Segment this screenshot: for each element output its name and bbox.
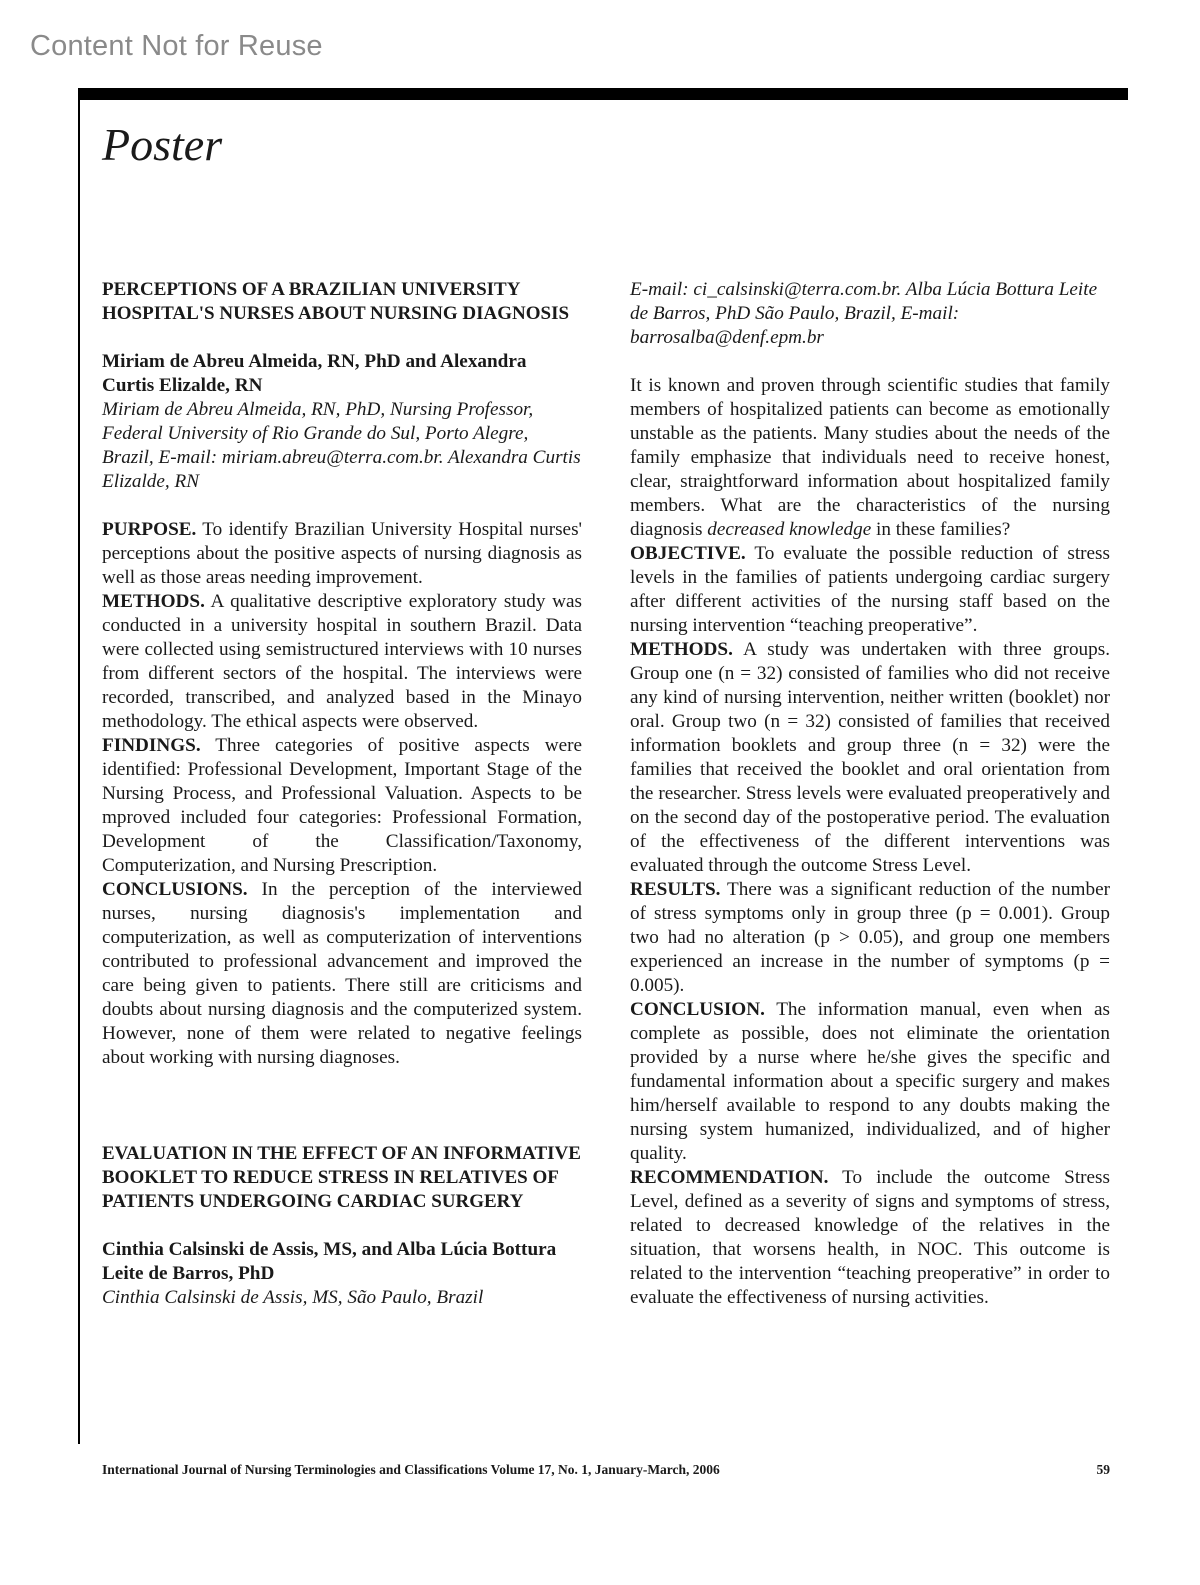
methods-label: METHODS.: [102, 591, 205, 612]
article1-findings: [102, 734, 582, 878]
article1-title: PERCEPTIONS OF A BRAZILIAN UNIVERSITY HOSPITAL'S NURSES ABOUT NURSING DIAGNOSIS: [102, 279, 570, 324]
article2-affiliation: Cinthia Calsinski de Assis, MS, São Paulo, Brazil: [102, 1287, 484, 1308]
page-number: 59: [1096, 1462, 1110, 1477]
watermark: Content Not for Reuse: [30, 30, 323, 62]
intro-text: It is known and proven through scientific studies that family members of hospitalized patients can become as emotionally unstable as the patients. Many studies about the needs of the family emphasize that individuals need to receive honest, clear, straightforward information about hospitalized family members. What are the characteristics of the nursing diagnosis: [630, 375, 1110, 540]
article2-affiliation-continued: E-mail: ci_calsinski@terra.com.br. Alba Lúcia Bottura Leite de Barros, PhD São Paulo, Brazil, E-mail: barrosalba@denf.epm.br: [630, 279, 1098, 348]
conclusions-label: CONCLUSIONS.: [102, 879, 248, 900]
conclusion-text: The information manual, even when as complete as possible, does not eliminate the orientation provided by a nurse where he/she gives the specific and fundamental information about a specific surgery and makes him/herself available to respond to any doubts making the nursing system humanized, individualized, and of higher quality.: [630, 999, 1110, 1164]
results-text: There was a significant reduction of the number of stress symptoms only in group three (p = 0.001). Group two had no alteration (p > 0.05), and group one members experienced an increase in the number of symptoms (p = 0.005).: [630, 879, 1110, 996]
top-rule: [78, 88, 1128, 100]
journal-citation: International Journal of Nursing Terminologies and Classifications Volume 17, No. 1, January-March, 2006: [102, 1462, 720, 1477]
methods-label: METHODS.: [630, 639, 733, 660]
page-footer: [102, 1462, 1110, 1478]
recommendation-text: To include the outcome Stress Level, defined as a severity of signs and symptoms of stress, related to decreased knowledge of the relatives in the situation, that worsens health, in NOC. This outcome is related to the intervention “teaching preoperative” in order to evaluate the effectiveness of nursing activities.: [630, 1167, 1110, 1308]
section-title: Poster: [102, 119, 223, 170]
article1-purpose: [102, 518, 582, 590]
findings-text: Three categories of positive aspects were identified: Professional Development, Important Stage of the Nursing Process, and Professional Valuation. Aspects to be mproved included four categories: Professional Formation, Development of the Classification/Taxonomy, Computerization, and Nursing Prescription.: [102, 735, 582, 876]
purpose-text: To identify Brazilian University Hospital nurses' perceptions about the positive aspects of nursing diagnosis as well as those areas needing improvement.: [102, 519, 582, 588]
article2-results: [630, 878, 1110, 998]
article1-authors: Miriam de Abreu Almeida, RN, PhD and Alexandra Curtis Elizalde, RN: [102, 351, 527, 396]
purpose-label: PURPOSE.: [102, 519, 197, 540]
article2-intro: [630, 374, 1110, 542]
article1-affiliation: Miriam de Abreu Almeida, RN, PhD, Nursing Professor, Federal University of Rio Grande do Sul, Porto Alegre, Brazil, E-mail: miriam.abreu@terra.com.br. Alexandra Curtis Elizalde, RN: [102, 399, 581, 492]
right-column: [630, 278, 1110, 1310]
conclusion-label: CONCLUSION.: [630, 999, 765, 1020]
conclusions-text: In the perception of the interviewed nurses, nursing diagnosis's implementation and computerization, as well as computerization of interventions contributed to professional advancement and improved the care being given to patients. There still are criticisms and doubts about nursing diagnosis and the computerized system. However, none of them were related to negative feelings about working with nursing diagnoses.: [102, 879, 582, 1068]
article2-title: EVALUATION IN THE EFFECT OF AN INFORMATIVE BOOKLET TO REDUCE STRESS IN RELATIVES OF PATIENTS UNDERGOING CARDIAC SURGERY: [102, 1143, 581, 1212]
results-label: RESULTS.: [630, 879, 721, 900]
article2-methods: [630, 638, 1110, 878]
article1-conclusions: [102, 878, 582, 1070]
methods-text: A qualitative descriptive exploratory study was conducted in a university hospital in southern Brazil. Data were collected using semistructured interviews with 10 nurses from different sectors of the hospital. The interviews were recorded, transcribed, and analyzed based in the Minayo methodology. The ethical aspects were observed.: [102, 591, 582, 732]
objective-text: To evaluate the possible reduction of stress levels in the families of patients undergoing cardiac surgery after different activities of the nursing staff based on the nursing intervention “teaching preoperative”.: [630, 543, 1110, 636]
article2-recommendation: [630, 1166, 1110, 1310]
findings-label: FINDINGS.: [102, 735, 201, 756]
intro-text-end: in these families?: [871, 519, 1011, 540]
methods-text: A study was undertaken with three groups. Group one (n = 32) consisted of families who did not receive any kind of nursing intervention, neither written (booklet) nor oral. Group two (n = 32) consisted of families that received information booklets and group three (n = 32) were the families that received the booklet and oral orientation from the researcher. Stress levels were evaluated preoperatively and on the second day of the postoperative period. The evaluation of the effectiveness of the different interventions was evaluated through the outcome Stress Level.: [630, 639, 1110, 876]
recommendation-label: RECOMMENDATION.: [630, 1167, 829, 1188]
article2-objective: [630, 542, 1110, 638]
article2-conclusion: [630, 998, 1110, 1166]
article2-authors: Cinthia Calsinski de Assis, MS, and Alba Lúcia Bottura Leite de Barros, PhD: [102, 1239, 557, 1284]
article1-methods: [102, 590, 582, 734]
objective-label: OBJECTIVE.: [630, 543, 746, 564]
left-rule: [78, 88, 80, 1444]
left-column: [102, 278, 582, 1310]
intro-emphasis: decreased knowledge: [707, 519, 872, 540]
